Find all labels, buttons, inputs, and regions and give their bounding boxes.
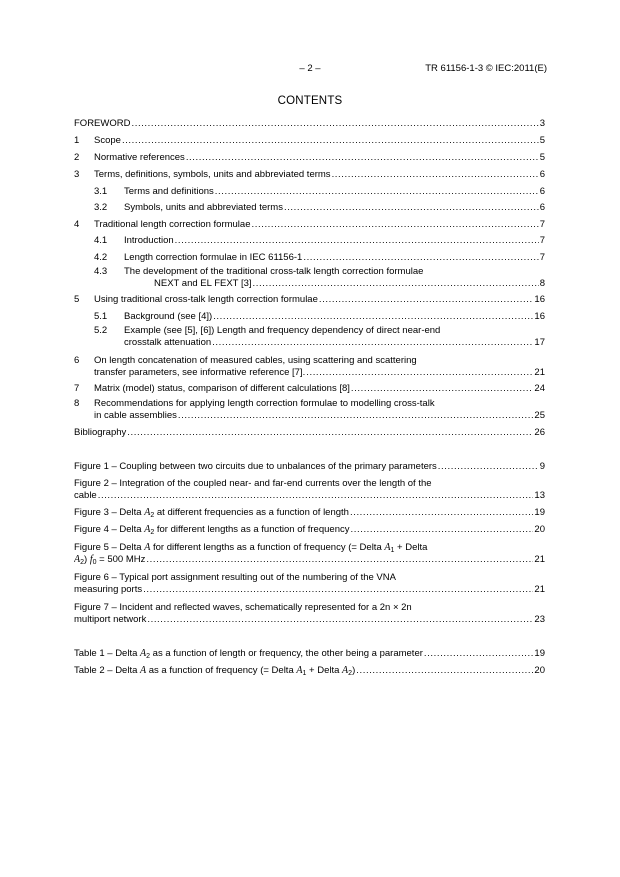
page-number: – 2 – (299, 63, 321, 74)
toc-entry-scope[interactable]: 1 Scope ..... 5 (74, 135, 545, 147)
page-ref: 5 (539, 135, 545, 146)
toc-entry-using-formulae[interactable]: 5 Using traditional cross-talk length correction formulae ..... 16 (74, 294, 545, 306)
page-ref: 20 (534, 524, 545, 535)
page-ref: 17 (534, 337, 545, 348)
page-ref: 24 (534, 383, 545, 394)
figure-entry-3[interactable]: Figure 3 – Delta $A_2$ at different frequencies as a function of length ..... 19 (74, 507, 545, 519)
page-ref: 21 (534, 367, 545, 378)
toc-entry-bibliography[interactable]: Bibliography ..... 26 (74, 427, 545, 439)
toc-entry-foreword[interactable]: FOREWORD ..... 3 (74, 118, 545, 130)
toc-entry-recommendations[interactable]: 8 Recommendations for applying length correction formulae to modelling cross-talk in cable assemblies ..... 25 (74, 398, 545, 422)
page-title: CONTENTS (277, 95, 343, 107)
toc-entry-traditional-formulae[interactable]: 4 Traditional length correction formulae ..... 7 (74, 219, 545, 231)
page-ref: 3 (539, 118, 545, 129)
toc-entry-introduction[interactable]: 4.1 Introduction ..... 7 (74, 235, 545, 247)
page-ref: 26 (534, 427, 545, 438)
toc-entry-matrix-status[interactable]: 7 Matrix (model) status, comparison of different calculations [8] ..... 24 (74, 383, 545, 395)
page-ref: 7 (539, 252, 545, 263)
page-ref: 25 (534, 410, 545, 421)
toc-entry-normative-references[interactable]: 2 Normative references ..... 5 (74, 152, 545, 164)
page-ref: 6 (539, 186, 545, 197)
page-ref: 6 (539, 202, 545, 213)
figure-entry-2[interactable]: Figure 2 – Integration of the coupled near- and far-end currents over the length of the cable ..... 13 (74, 478, 545, 502)
figure-entry-4[interactable]: Figure 4 – Delta $A_2$ for different lengths as a function of frequency ..... 20 (74, 524, 545, 536)
toc-entry-length-correction-iec[interactable]: 4.2 Length correction formulae in IEC 61156-1 ..... 7 (74, 252, 545, 264)
document-reference: TR 61156-1-3 © IEC:2011(E) (425, 63, 547, 74)
page-ref: 8 (539, 278, 545, 289)
page-ref: 7 (539, 235, 545, 246)
page-ref: 16 (534, 294, 545, 305)
figure-entry-7[interactable]: Figure 7 – Incident and reflected waves, schematically represented for a 2n × 2n multiport network ..... 23 (74, 602, 545, 626)
toc-entry-terms[interactable]: 3 Terms, definitions, symbols, units and abbreviated terms ..... 6 (74, 169, 545, 181)
toc-entry-symbols-units[interactable]: 3.2 Symbols, units and abbreviated terms ..... 6 (74, 202, 545, 214)
page-ref: 5 (539, 152, 545, 163)
page-ref: 7 (539, 219, 545, 230)
toc-entry-background[interactable]: 5.1 Background (see [4]) ..... 16 (74, 311, 545, 323)
figure-entry-5[interactable]: Figure 5 – Delta A for different lengths as a function of frequency (= Delta $A_1$ + Delta $A_2$) $f_0 = 500$ MHz ..... 21 (74, 542, 545, 566)
page-ref: 20 (534, 665, 545, 676)
toc-entry-terms-definitions[interactable]: 3.1 Terms and definitions ..... 6 (74, 186, 545, 198)
page-ref: 21 (534, 584, 545, 595)
page-ref: 13 (534, 490, 545, 501)
page-ref: 9 (539, 461, 545, 472)
toc-entry-example[interactable]: 5.2 Example (see [5], [6]) Length and frequency dependency of direct near-end crosstalk attenuation ..... 17 (74, 325, 545, 349)
toc-entry-development-formulae[interactable]: 4.3 The development of the traditional cross-talk length correction formulae NEXT and EL FEXT [3] ..... 8 (74, 266, 545, 290)
page-ref: 16 (534, 311, 545, 322)
page-ref: 19 (534, 648, 545, 659)
page-ref: 23 (534, 614, 545, 625)
figure-entry-6[interactable]: Figure 6 – Typical port assignment resulting out of the numbering of the VNA measuring ports ..... 21 (74, 572, 545, 596)
table-entry-1[interactable]: Table 1 – Delta $A_2$ as a function of length or frequency, the other being a parameter ..... 19 (74, 648, 545, 660)
page-ref: 19 (534, 507, 545, 518)
table-entry-2[interactable]: Table 2 – Delta A as a function of frequency (= Delta $A_1$ + Delta $A_2$) ..... 20 (74, 665, 545, 677)
page-ref: 21 (534, 554, 545, 565)
page-ref: 6 (539, 169, 545, 180)
figure-entry-1[interactable]: Figure 1 – Coupling between two circuits due to unbalances of the primary parameters ..... 9 (74, 461, 545, 473)
table-of-contents (74, 118, 545, 678)
toc-entry-length-concatenation[interactable]: 6 On length concatenation of measured cables, using scattering and scattering transfer parameters, see informative reference [7]. ..... 21 (74, 355, 545, 379)
